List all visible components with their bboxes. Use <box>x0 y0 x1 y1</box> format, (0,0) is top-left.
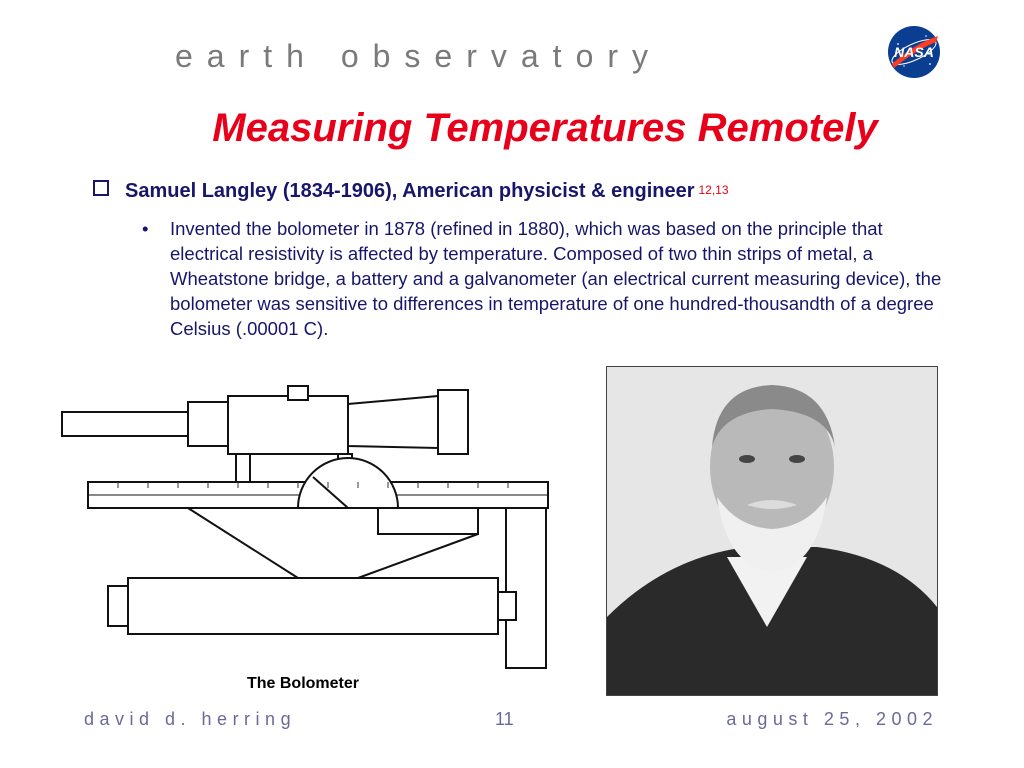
header-title: earth observatory <box>175 38 663 74</box>
hollow-square-bullet-icon <box>93 180 109 196</box>
bullet-langley-text: Samuel Langley (1834-1906), American physicist & engineer <box>125 180 695 202</box>
slide-title: Measuring Temperatures Remotely <box>212 106 878 150</box>
bullet-dot-icon: • <box>142 218 149 239</box>
bullet-bolometer-text: Invented the bolometer in 1878 (refined in 1880), which was based on the principle that electrical resistivity is affected by temperature. Composed of two thin strips of metal, a Wheatstone bridge, a battery and a galvanometer (an electrical current measuring device), the bolometer was sensitive to differences in temperature of one hundred-thousandth of a degree Celsius (.00001 C). <box>170 218 942 339</box>
bolometer-illustration <box>58 382 558 672</box>
bullet-bolometer <box>142 216 942 341</box>
footer-author: david d. herring <box>84 709 297 729</box>
bullet-langley <box>93 180 993 203</box>
bolometer-caption: The Bolometer <box>246 675 359 692</box>
footer-date: august 25, 2002 <box>726 709 938 729</box>
nasa-logo <box>886 24 942 80</box>
langley-portrait-photo <box>606 366 938 696</box>
nasa-logo-text: NASA <box>894 44 934 60</box>
reference-superscript: 12,13 <box>698 183 729 197</box>
footer-page-number: 11 <box>495 709 514 729</box>
